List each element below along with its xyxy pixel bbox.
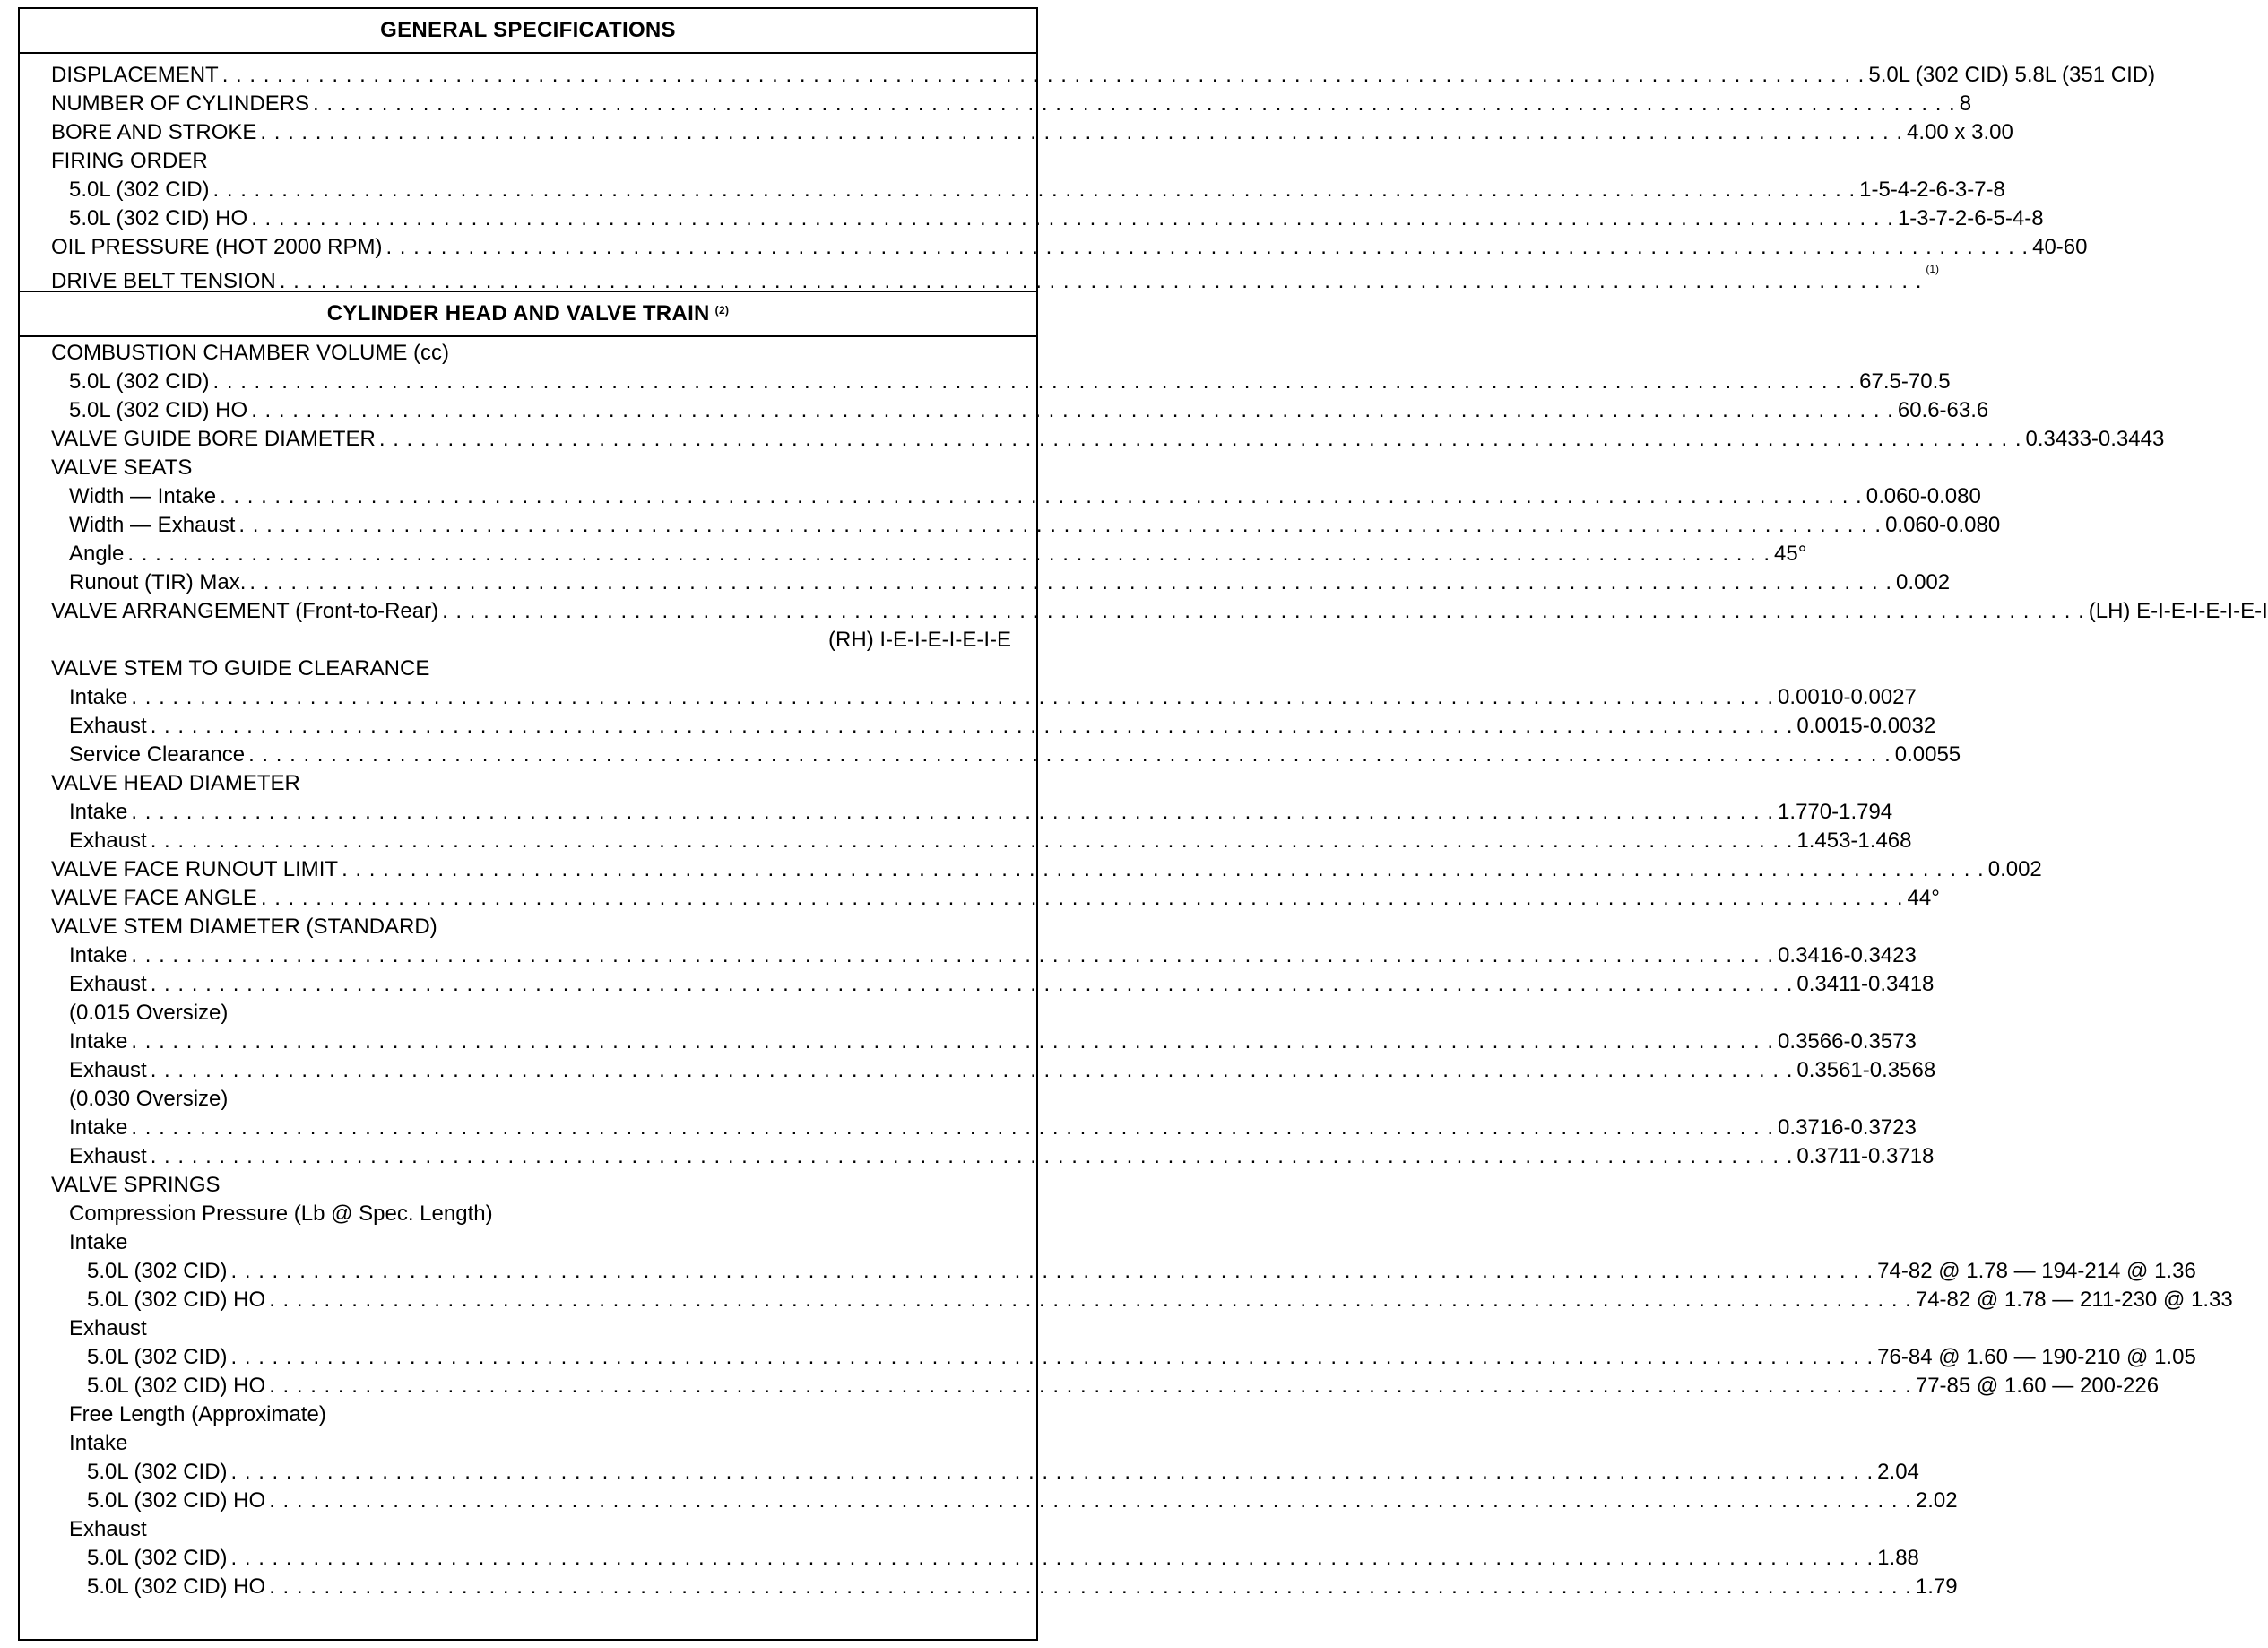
dot-leader: . . . . . . . . . . . . . . . . . . . . . . . . . . . . . . . . . . . . . . . . . . . . . . . . . . . . . . . . . . . . . . . . . . . . . . . . . . . . . . . . . . . . . . . . . . . . . . . . . . . . . . . . . . . . . . . . . . . . . . . . bbox=[127, 542, 1771, 566]
cylinder-head-spec-row-label: 5.0L (302 CID) HO bbox=[69, 398, 248, 422]
cylinder-head-spec-row-value: (RH) I-E-I-E-I-E-I-E bbox=[828, 628, 1011, 652]
cylinder-head-spec-row bbox=[20, 1372, 2160, 1401]
cylinder-head-spec-row-value: 44° bbox=[1907, 886, 1940, 910]
cylinder-head-spec-row-label: 5.0L (302 CID) HO bbox=[87, 1574, 266, 1599]
cylinder-head-spec-row bbox=[20, 1142, 1935, 1171]
dot-leader: . . . . . . . . . . . . . . . . . . . . . . . . . . . . . . . . . . . . . . . . . . . . . . . . . . . . . . . . . . . . . . . . . . . . . . . . . . . . . . . . . . . . . . . . . . . . . . . . . . . . . . . . . . . . . . . . . . . . . . . . bbox=[131, 1029, 1775, 1054]
cylinder-head-spec-row bbox=[20, 1429, 1036, 1458]
cylinder-head-spec-row-label: 5.0L (302 CID) bbox=[87, 1259, 228, 1283]
cylinder-head-spec-row-label: 5.0L (302 CID) bbox=[69, 369, 210, 394]
cylinder-head-spec-row-label: COMBUSTION CHAMBER VOLUME (cc) bbox=[51, 341, 450, 365]
cylinder-head-spec-row-value: 76-84 @ 1.60 — 190-210 @ 1.05 bbox=[1877, 1345, 2196, 1369]
cylinder-head-spec-row bbox=[20, 1487, 1958, 1515]
dot-leader: . . . . . . . . . . . . . . . . . . . . . . . . . . . . . . . . . . . . . . . . . . . . . . . . . . . . . . . . . . . . . . . . . . . . . . . . . . . . . . . . . . . . . . . . . . . . . . . . . . . . . . . . . . . . . . . . . . . . . . . . bbox=[260, 120, 1904, 144]
cylinder-head-spec-row bbox=[20, 1056, 1936, 1085]
cylinder-head-spec-row-value: 74-82 @ 1.78 — 211-230 @ 1.33 bbox=[1915, 1288, 2233, 1312]
dot-leader: . . . . . . . . . . . . . . . . . . . . . . . . . . . . . . . . . . . . . . . . . . . . . . . . . . . . . . . . . . . . . . . . . . . . . . . . . . . . . . . . . . . . . . . . . . . . . . . . . . . . . . . . . . . . . . . . . . . . . . . . bbox=[221, 63, 1865, 87]
cylinder-head-spec-row-label: VALVE ARRANGEMENT (Front-to-Rear) bbox=[51, 599, 439, 623]
dot-leader: . . . . . . . . . . . . . . . . . . . . . . . . . . . . . . . . . . . . . . . . . . . . . . . . . . . . . . . . . . . . . . . . . . . . . . . . . . . . . . . . . . . . . . . . . . . . . . . . . . . . . . . . . . . . . . . . . . . . . . . . bbox=[269, 1288, 1912, 1312]
cylinder-head-spec-row-value: 0.3716-0.3723 bbox=[1778, 1115, 1917, 1140]
cylinder-head-spec-row-label: (0.015 Oversize) bbox=[69, 1001, 229, 1025]
general-spec-row bbox=[20, 233, 2088, 262]
general-spec-row-value: 1-5-4-2-6-3-7-8 bbox=[1859, 178, 2005, 202]
cylinder-head-header bbox=[20, 291, 1036, 337]
cylinder-head-spec-row-value: 0.060-0.080 bbox=[1865, 484, 1981, 508]
dot-leader: . . . . . . . . . . . . . . . . . . . . . . . . . . . . . . . . . . . . . . . . . . . . . . . . . . . . . . . . . . . . . . . . . . . . . . . . . . . . . . . . . . . . . . . . . . . . . . . . . . . . . . . . . . . . . . . . . . . . . . . . bbox=[251, 398, 1894, 422]
cylinder-head-spec-row bbox=[20, 1085, 1036, 1114]
general-spec-row-label: DISPLACEMENT bbox=[51, 63, 219, 87]
cylinder-head-spec-row-label: VALVE STEM DIAMETER (STANDARD) bbox=[51, 915, 437, 939]
general-spec-row-value: 5.0L (302 CID) 5.8L (351 CID) bbox=[1868, 63, 2156, 87]
cylinder-head-spec-row-label: Intake bbox=[69, 685, 128, 709]
cylinder-head-spec-row-value: 0.3566-0.3573 bbox=[1778, 1029, 1917, 1054]
cylinder-head-spec-row-label: Intake bbox=[69, 800, 128, 824]
general-spec-row-value: 40-60 bbox=[2032, 235, 2088, 259]
dot-leader: . . . . . . . . . . . . . . . . . . . . . . . . . . . . . . . . . . . . . . . . . . . . . . . . . . . . . . . . . . . . . . . . . . . . . . . . . . . . . . . . . . . . . . . . . . . . . . . . . . . . . . . . . . . . . . . . . . . . . . . . bbox=[131, 943, 1775, 967]
cylinder-head-spec-row-value: 45° bbox=[1774, 542, 1807, 566]
dot-leader: . . . . . . . . . . . . . . . . . . . . . . . . . . . . . . . . . . . . . . . . . . . . . . . . . . . . . . . . . . . . . . . . . . . . . . . . . . . . . . . . . . . . . . . . . . . . . . . . . . . . . . . . . . . . . . . . . . . . . . . . bbox=[342, 857, 1985, 881]
cylinder-head-spec-row-label: Exhaust bbox=[69, 1144, 147, 1168]
cylinder-head-spec-row-label: (0.030 Oversize) bbox=[69, 1087, 229, 1111]
cylinder-head-spec-row bbox=[20, 339, 1036, 368]
general-spec-row-label: DRIVE BELT TENSION bbox=[51, 269, 276, 293]
cylinder-head-spec-row-label: Angle bbox=[69, 542, 125, 566]
cylinder-head-spec-row-label: 5.0L (302 CID) HO bbox=[87, 1288, 266, 1312]
cylinder-head-spec-row bbox=[20, 1286, 2233, 1314]
cylinder-head-spec-row-label: 5.0L (302 CID) bbox=[87, 1460, 228, 1484]
cylinder-head-spec-row bbox=[20, 741, 1961, 769]
cylinder-head-spec-row bbox=[20, 913, 1036, 941]
cylinder-head-spec-row-value: 0.3416-0.3423 bbox=[1778, 943, 1917, 967]
cylinder-head-spec-row bbox=[20, 368, 1951, 396]
cylinder-head-spec-row-value: (LH) E-I-E-I-E-I-E-I bbox=[2088, 599, 2268, 623]
general-spec-row-label: NUMBER OF CYLINDERS bbox=[51, 91, 310, 116]
cylinder-head-spec-row-value: 0.3711-0.3718 bbox=[1796, 1144, 1935, 1168]
cylinder-head-spec-row-value: 1.79 bbox=[1915, 1574, 1958, 1599]
cylinder-head-spec-row-value: 0.060-0.080 bbox=[1885, 513, 2001, 537]
dot-leader: . . . . . . . . . . . . . . . . . . . . . . . . . . . . . . . . . . . . . . . . . . . . . . . . . . . . . . . . . . . . . . . . . . . . . . . . . . . . . . . . . . . . . . . . . . . . . . . . . . . . . . . . . . . . . . . . . . . . . . . . bbox=[313, 91, 1956, 116]
cylinder-head-spec-row bbox=[20, 798, 1893, 827]
cylinder-head-spec-row bbox=[20, 1200, 1036, 1228]
dot-leader: . . . . . . . . . . . . . . . . . . . . . . . . . . . . . . . . . . . . . . . . . . . . . . . . . . . . . . . . . . . . . . . . . . . . . . . . . . . . . . . . . . . . . . . . . . . . . . . . . . . . . . . . . . . . . . . . . . . . . . . . bbox=[220, 484, 1863, 508]
cylinder-head-spec-row bbox=[20, 1573, 1958, 1601]
cylinder-head-list bbox=[20, 339, 2268, 1601]
cylinder-head-spec-row-label: 5.0L (302 CID) bbox=[87, 1345, 228, 1369]
cylinder-head-spec-row bbox=[20, 568, 1951, 597]
general-spec-row-value: 4.00 x 3.00 bbox=[1907, 120, 2013, 144]
footnote-ref: (1) bbox=[1926, 263, 1940, 275]
general-spec-row bbox=[20, 262, 1940, 293]
cylinder-head-spec-row bbox=[20, 769, 1036, 798]
cylinder-head-spec-row-label: Exhaust bbox=[69, 1517, 147, 1541]
general-spec-row-label: FIRING ORDER bbox=[51, 149, 208, 173]
cylinder-head-spec-row-label: VALVE STEM TO GUIDE CLEARANCE bbox=[51, 656, 430, 681]
cylinder-head-spec-row-value: 1.770-1.794 bbox=[1778, 800, 1893, 824]
cylinder-head-title-note: (2) bbox=[714, 304, 730, 317]
dot-leader: . . . . . . . . . . . . . . . . . . . . . . . . . . . . . . . . . . . . . . . . . . . . . . . . . . . . . . . . . . . . . . . . . . . . . . . . . . . . . . . . . . . . . . . . . . . . . . . . . . . . . . . . . . . . . . . . . . . . . . . . bbox=[249, 570, 1893, 594]
cylinder-head-spec-row-label: Service Clearance bbox=[69, 742, 246, 767]
cylinder-head-spec-row-label: Free Length (Approximate) bbox=[69, 1402, 326, 1427]
cylinder-head-spec-row-label: Exhaust bbox=[69, 1316, 147, 1340]
cylinder-head-spec-row-label: VALVE SEATS bbox=[51, 455, 193, 480]
cylinder-head-spec-row bbox=[20, 511, 2001, 540]
general-spec-row bbox=[20, 118, 2013, 147]
cylinder-head-spec-row-label: 5.0L (302 CID) HO bbox=[87, 1488, 266, 1513]
cylinder-head-spec-row bbox=[20, 1544, 1919, 1573]
general-spec-row-note-wrap bbox=[1926, 262, 1939, 296]
cylinder-head-spec-row-label: Intake bbox=[69, 943, 128, 967]
dot-leader: . . . . . . . . . . . . . . . . . . . . . . . . . . . . . . . . . . . . . . . . . . . . . . . . . . . . . . . . . . . . . . . . . . . . . . . . . . . . . . . . . . . . . . . . . . . . . . . . . . . . . . . . . . . . . . . . . . . . . . . . bbox=[131, 800, 1775, 824]
cylinder-head-spec-row-label: 5.0L (302 CID) HO bbox=[87, 1374, 266, 1398]
dot-leader: . . . . . . . . . . . . . . . . . . . . . . . . . . . . . . . . . . . . . . . . . . . . . . . . . . . . . . . . . . . . . . . . . . . . . . . . . . . . . . . . . . . . . . . . . . . . . . . . . . . . . . . . . . . . . . . . . . . . . . . . bbox=[238, 513, 1883, 537]
cylinder-head-spec-row-value: 74-82 @ 1.78 — 194-214 @ 1.36 bbox=[1877, 1259, 2196, 1283]
cylinder-head-spec-row bbox=[20, 1228, 1036, 1257]
cylinder-head-spec-row-value: 67.5-70.5 bbox=[1859, 369, 1951, 394]
cylinder-head-spec-row bbox=[20, 396, 1989, 425]
general-spec-row bbox=[20, 204, 2044, 233]
cylinder-head-spec-row bbox=[20, 1515, 1036, 1544]
cylinder-head-spec-row-value: 2.02 bbox=[1915, 1488, 1958, 1513]
cylinder-head-spec-row bbox=[20, 597, 2268, 626]
general-spec-row-value: 8 bbox=[1959, 91, 1972, 116]
cylinder-head-spec-row bbox=[20, 540, 1807, 568]
dot-leader: . . . . . . . . . . . . . . . . . . . . . . . . . . . . . . . . . . . . . . . . . . . . . . . . . . . . . . . . . . . . . . . . . . . . . . . . . . . . . . . . . . . . . . . . . . . . . . . . . . . . . . . . . . . . . . . . . . . . . . . . bbox=[378, 427, 2022, 451]
general-spec-row bbox=[20, 61, 2156, 90]
cylinder-head-title: CYLINDER HEAD AND VALVE TRAIN bbox=[326, 301, 710, 325]
general-spec-row-label: BORE AND STROKE bbox=[51, 120, 257, 144]
general-specifications-header bbox=[20, 9, 1036, 54]
cylinder-head-spec-row-value: 0.3433-0.3443 bbox=[2025, 427, 2165, 451]
cylinder-head-spec-row bbox=[20, 855, 2042, 884]
cylinder-head-spec-row bbox=[20, 1458, 1919, 1487]
dot-leader: . . . . . . . . . . . . . . . . . . . . . . . . . . . . . . . . . . . . . . . . . . . . . . . . . . . . . . . . . . . . . . . . . . . . . . . . . . . . . . . . . . . . . . . . . . . . . . . . . . . . . . . . . . . . . . . . . . . . . . . . bbox=[442, 599, 2085, 623]
cylinder-head-spec-row bbox=[20, 1028, 1917, 1056]
general-spec-row-label: 5.0L (302 CID) HO bbox=[69, 206, 248, 230]
cylinder-head-spec-row-value: 0.0010-0.0027 bbox=[1778, 685, 1917, 709]
dot-leader: . . . . . . . . . . . . . . . . . . . . . . . . . . . . . . . . . . . . . . . . . . . . . . . . . . . . . . . . . . . . . . . . . . . . . . . . . . . . . . . . . . . . . . . . . . . . . . . . . . . . . . . . . . . . . . . . . . . . . . . . bbox=[385, 235, 2030, 259]
general-specifications-list bbox=[20, 61, 2156, 293]
general-spec-row bbox=[20, 90, 1972, 118]
general-specifications-title: GENERAL SPECIFICATIONS bbox=[380, 18, 676, 42]
cylinder-head-spec-row-label: Intake bbox=[69, 1029, 128, 1054]
cylinder-head-spec-row bbox=[20, 683, 1917, 712]
dot-leader: . . . . . . . . . . . . . . . . . . . . . . . . . . . . . . . . . . . . . . . . . . . . . . . . . . . . . . . . . . . . . . . . . . . . . . . . . . . . . . . . . . . . . . . . . . . . . . . . . . . . . . . . . . . . . . . . . . . . . . . . bbox=[269, 1488, 1912, 1513]
dot-leader: . . . . . . . . . . . . . . . . . . . . . . . . . . . . . . . . . . . . . . . . . . . . . . . . . . . . . . . . . . . . . . . . . . . . . . . . . . . . . . . . . . . . . . . . . . . . . . . . . . . . . . . . . . . . . . . . . . . . . . . . bbox=[150, 1144, 1794, 1168]
cylinder-head-spec-row-label: VALVE SPRINGS bbox=[51, 1173, 221, 1197]
dot-leader: . . . . . . . . . . . . . . . . . . . . . . . . . . . . . . . . . . . . . . . . . . . . . . . . . . . . . . . . . . . . . . . . . . . . . . . . . . . . . . . . . . . . . . . . . . . . . . . . . . . . . . . . . . . . . . . . . . . . . . . . bbox=[150, 714, 1794, 738]
cylinder-head-spec-row-label: 5.0L (302 CID) bbox=[87, 1546, 228, 1570]
dot-leader: . . . . . . . . . . . . . . . . . . . . . . . . . . . . . . . . . . . . . . . . . . . . . . . . . . . . . . . . . . . . . . . . . . . . . . . . . . . . . . . . . . . . . . . . . . . . . . . . . . . . . . . . . . . . . . . . . . . . . . . . bbox=[269, 1574, 1912, 1599]
dot-leader: . . . . . . . . . . . . . . . . . . . . . . . . . . . . . . . . . . . . . . . . . . . . . . . . . . . . . . . . . . . . . . . . . . . . . . . . . . . . . . . . . . . . . . . . . . . . . . . . . . . . . . . . . . . . . . . . . . . . . . . . bbox=[260, 886, 1904, 910]
cylinder-head-spec-row bbox=[20, 1171, 1036, 1200]
cylinder-head-spec-row-label: VALVE FACE RUNOUT LIMIT bbox=[51, 857, 339, 881]
dot-leader: . . . . . . . . . . . . . . . . . . . . . . . . . . . . . . . . . . . . . . . . . . . . . . . . . . . . . . . . . . . . . . . . . . . . . . . . . . . . . . . . . . . . . . . . . . . . . . . . . . . . . . . . . . . . . . . . . . . . . . . . bbox=[150, 828, 1794, 853]
dot-leader: . . . . . . . . . . . . . . . . . . . . . . . . . . . . . . . . . . . . . . . . . . . . . . . . . . . . . . . . . . . . . . . . . . . . . . . . . . . . . . . . . . . . . . . . . . . . . . . . . . . . . . . . . . . . . . . . . . . . . . . . bbox=[212, 178, 1857, 202]
cylinder-head-spec-row bbox=[20, 626, 1036, 655]
spec-sheet bbox=[18, 7, 2268, 1641]
cylinder-head-spec-row bbox=[20, 941, 1917, 970]
cylinder-head-spec-row-label: Exhaust bbox=[69, 1058, 147, 1082]
dot-leader: . . . . . . . . . . . . . . . . . . . . . . . . . . . . . . . . . . . . . . . . . . . . . . . . . . . . . . . . . . . . . . . . . . . . . . . . . . . . . . . . . . . . . . . . . . . . . . . . . . . . . . . . . . . . . . . . . . . . . . . . bbox=[150, 972, 1794, 996]
cylinder-head-spec-row-value: 0.0015-0.0032 bbox=[1796, 714, 1936, 738]
cylinder-head-spec-row-value: 1.453-1.468 bbox=[1796, 828, 1912, 853]
cylinder-head-spec-row-label: Exhaust bbox=[69, 828, 147, 853]
dot-leader: . . . . . . . . . . . . . . . . . . . . . . . . . . . . . . . . . . . . . . . . . . . . . . . . . . . . . . . . . . . . . . . . . . . . . . . . . . . . . . . . . . . . . . . . . . . . . . . . . . . . . . . . . . . . . . . . . . . . . . . . bbox=[248, 742, 1891, 767]
cylinder-head-spec-row bbox=[20, 712, 1936, 741]
cylinder-head-spec-row-label: Intake bbox=[69, 1230, 128, 1254]
cylinder-head-spec-row bbox=[20, 1401, 1036, 1429]
cylinder-head-spec-row bbox=[20, 1257, 2196, 1286]
cylinder-head-spec-row-label: Intake bbox=[69, 1431, 128, 1455]
dot-leader: . . . . . . . . . . . . . . . . . . . . . . . . . . . . . . . . . . . . . . . . . . . . . . . . . . . . . . . . . . . . . . . . . . . . . . . . . . . . . . . . . . . . . . . . . . . . . . . . . . . . . . . . . . . . . . . . . . . . . . . . bbox=[251, 206, 1894, 230]
dot-leader: . . . . . . . . . . . . . . . . . . . . . . . . . . . . . . . . . . . . . . . . . . . . . . . . . . . . . . . . . . . . . . . . . . . . . . . . . . . . . . . . . . . . . . . . . . . . . . . . . . . . . . . . . . . . . . . . . . . . . . . . bbox=[230, 1460, 1874, 1484]
cylinder-head-spec-row-label: VALVE FACE ANGLE bbox=[51, 886, 257, 910]
dot-leader: . . . . . . . . . . . . . . . . . . . . . . . . . . . . . . . . . . . . . . . . . . . . . . . . . . . . . . . . . . . . . . . . . . . . . . . . . . . . . . . . . . . . . . . . . . . . . . . . . . . . . . . . . . . . . . . . . . . . . . . . bbox=[131, 685, 1775, 709]
general-spec-row-label: OIL PRESSURE (HOT 2000 RPM) bbox=[51, 235, 383, 259]
cylinder-head-spec-row-label: Width — Exhaust bbox=[69, 513, 236, 537]
cylinder-head-spec-row bbox=[20, 884, 1940, 913]
dot-leader: . . . . . . . . . . . . . . . . . . . . . . . . . . . . . . . . . . . . . . . . . . . . . . . . . . . . . . . . . . . . . . . . . . . . . . . . . . . . . . . . . . . . . . . . . . . . . . . . . . . . . . . . . . . . . . . . . . . . . . . . bbox=[279, 269, 1923, 293]
cylinder-head-spec-row-value: 0.0055 bbox=[1894, 742, 1961, 767]
general-spec-row bbox=[20, 147, 1036, 176]
dot-leader: . . . . . . . . . . . . . . . . . . . . . . . . . . . . . . . . . . . . . . . . . . . . . . . . . . . . . . . . . . . . . . . . . . . . . . . . . . . . . . . . . . . . . . . . . . . . . . . . . . . . . . . . . . . . . . . . . . . . . . . . bbox=[150, 1058, 1794, 1082]
dot-leader: . . . . . . . . . . . . . . . . . . . . . . . . . . . . . . . . . . . . . . . . . . . . . . . . . . . . . . . . . . . . . . . . . . . . . . . . . . . . . . . . . . . . . . . . . . . . . . . . . . . . . . . . . . . . . . . . . . . . . . . . bbox=[131, 1115, 1775, 1140]
cylinder-head-spec-row bbox=[20, 425, 2165, 454]
dot-leader: . . . . . . . . . . . . . . . . . . . . . . . . . . . . . . . . . . . . . . . . . . . . . . . . . . . . . . . . . . . . . . . . . . . . . . . . . . . . . . . . . . . . . . . . . . . . . . . . . . . . . . . . . . . . . . . . . . . . . . . . bbox=[212, 369, 1857, 394]
cylinder-head-spec-row bbox=[20, 1343, 2196, 1372]
cylinder-head-spec-row-value: 1.88 bbox=[1877, 1546, 1919, 1570]
cylinder-head-spec-row-label: Width — Intake bbox=[69, 484, 217, 508]
cylinder-head-spec-row-label: Intake bbox=[69, 1115, 128, 1140]
general-spec-row-label: 5.0L (302 CID) bbox=[69, 178, 210, 202]
cylinder-head-spec-row-label: Compression Pressure (Lb @ Spec. Length) bbox=[69, 1201, 493, 1226]
cylinder-head-spec-row-label: VALVE HEAD DIAMETER bbox=[51, 771, 300, 795]
cylinder-head-spec-row-value: 77-85 @ 1.60 — 200-226 bbox=[1915, 1374, 2160, 1398]
cylinder-head-spec-row bbox=[20, 970, 1935, 999]
cylinder-head-spec-row-label: Runout (TIR) Max. bbox=[69, 570, 247, 594]
cylinder-head-spec-row-label: VALVE GUIDE BORE DIAMETER bbox=[51, 427, 376, 451]
general-spec-row bbox=[20, 176, 2005, 204]
cylinder-head-spec-row-value: 60.6-63.6 bbox=[1897, 398, 1989, 422]
cylinder-head-spec-row bbox=[20, 999, 1036, 1028]
cylinder-head-spec-row-value: 2.04 bbox=[1877, 1460, 1919, 1484]
cylinder-head-spec-row-value: 0.002 bbox=[1896, 570, 1951, 594]
cylinder-head-spec-row bbox=[20, 454, 1036, 482]
cylinder-head-spec-row-value: 0.3411-0.3418 bbox=[1796, 972, 1935, 996]
dot-leader: . . . . . . . . . . . . . . . . . . . . . . . . . . . . . . . . . . . . . . . . . . . . . . . . . . . . . . . . . . . . . . . . . . . . . . . . . . . . . . . . . . . . . . . . . . . . . . . . . . . . . . . . . . . . . . . . . . . . . . . . bbox=[230, 1259, 1874, 1283]
cylinder-head-spec-row-label: Exhaust bbox=[69, 972, 147, 996]
cylinder-head-spec-row bbox=[20, 1114, 1917, 1142]
dot-leader: . . . . . . . . . . . . . . . . . . . . . . . . . . . . . . . . . . . . . . . . . . . . . . . . . . . . . . . . . . . . . . . . . . . . . . . . . . . . . . . . . . . . . . . . . . . . . . . . . . . . . . . . . . . . . . . . . . . . . . . . bbox=[230, 1345, 1874, 1369]
general-spec-row-value: 1-3-7-2-6-5-4-8 bbox=[1897, 206, 2044, 230]
cylinder-head-spec-row-label: Exhaust bbox=[69, 714, 147, 738]
dot-leader: . . . . . . . . . . . . . . . . . . . . . . . . . . . . . . . . . . . . . . . . . . . . . . . . . . . . . . . . . . . . . . . . . . . . . . . . . . . . . . . . . . . . . . . . . . . . . . . . . . . . . . . . . . . . . . . . . . . . . . . . bbox=[230, 1546, 1874, 1570]
cylinder-head-spec-row bbox=[20, 655, 1036, 683]
dot-leader: . . . . . . . . . . . . . . . . . . . . . . . . . . . . . . . . . . . . . . . . . . . . . . . . . . . . . . . . . . . . . . . . . . . . . . . . . . . . . . . . . . . . . . . . . . . . . . . . . . . . . . . . . . . . . . . . . . . . . . . . bbox=[269, 1374, 1912, 1398]
cylinder-head-spec-row bbox=[20, 827, 1912, 855]
cylinder-head-spec-row-value: 0.3561-0.3568 bbox=[1796, 1058, 1936, 1082]
cylinder-head-spec-row bbox=[20, 1314, 1036, 1343]
cylinder-head-spec-row-value: 0.002 bbox=[1987, 857, 2042, 881]
cylinder-head-spec-row bbox=[20, 482, 1981, 511]
